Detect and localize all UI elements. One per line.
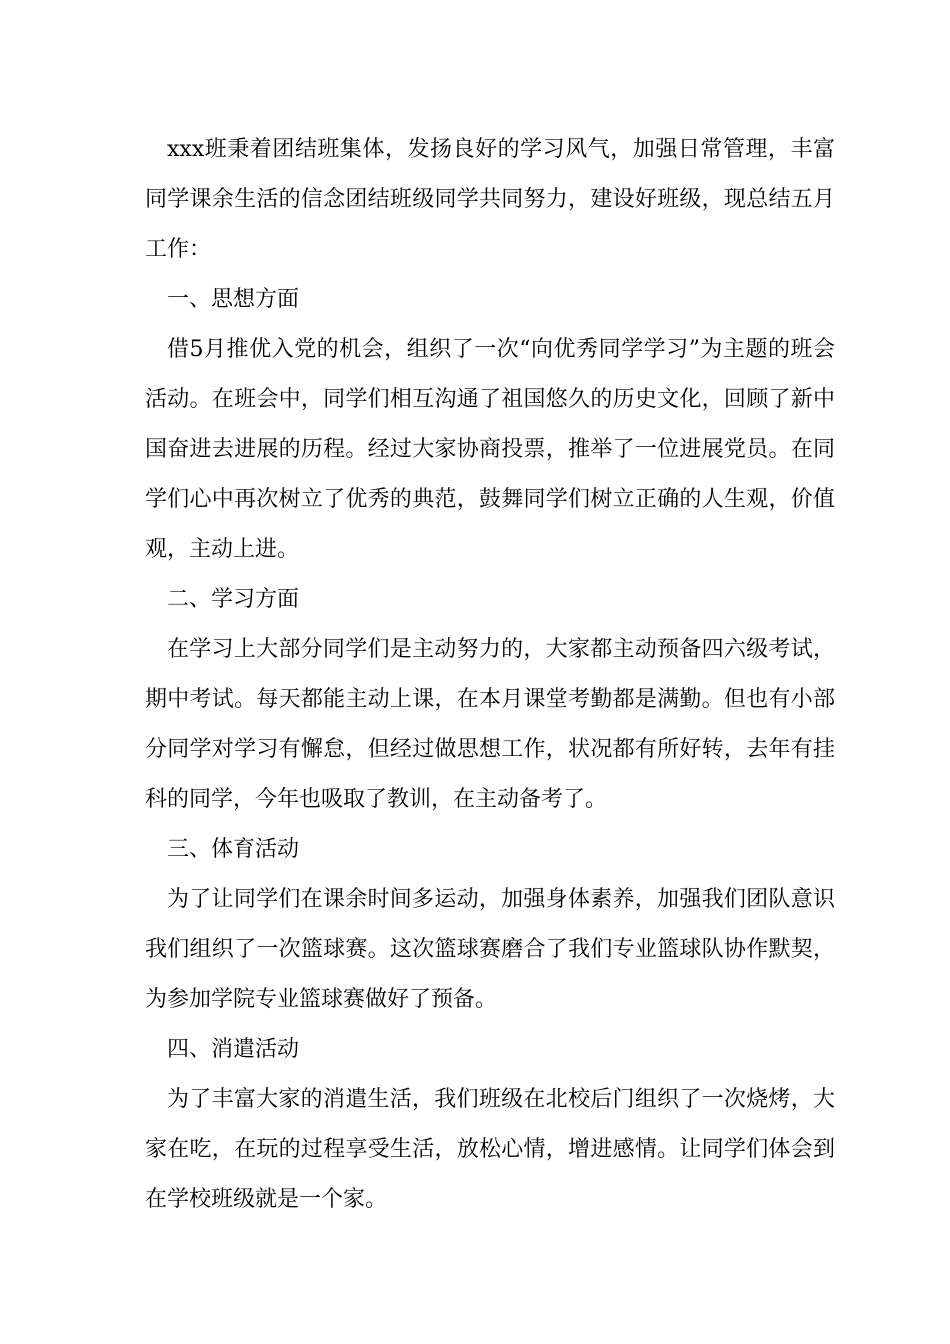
section-heading-thought: 一、思想方面 bbox=[167, 287, 300, 312]
section-body-sports: 为了让同学们在课余时间多运动，加强身体素养，加强我们团队意识我们组织了一次篮球赛。这次篮球赛磨合了我们专业篮球队协作默契，为参加学院专业篮球赛做好了预备。 bbox=[145, 887, 835, 1012]
section-heading-leisure: 四、消遣活动 bbox=[167, 1037, 300, 1062]
section-body-leisure: 为了丰富大家的消遣生活，我们班级在北校后门组织了一次烧烤，大家在吃，在玩的过程享受生活，放松心情，增进感情。让同学们体会到在学校班级就是一个家。 bbox=[145, 1087, 835, 1212]
section-heading-study: 二、学习方面 bbox=[167, 587, 300, 612]
intro-paragraph: xxx班秉着团结班集体，发扬良好的学习风气，加强日常管理，丰富同学课余生活的信念团结班级同学共同努力，建设好班级，现总结五月工作： bbox=[145, 137, 835, 262]
section-heading-sports: 三、体育活动 bbox=[167, 837, 300, 862]
document-body bbox=[145, 125, 835, 1225]
section-body-study: 在学习上大部分同学们是主动努力的，大家都主动预备四六级考试，期中考试。每天都能主动上课，在本月课堂考勤都是满勤。但也有小部分同学对学习有懈怠，但经过做思想工作，状况都有所好转，去年有挂科的同学，今年也吸取了教训，在主动备考了。 bbox=[145, 637, 835, 812]
section-body-thought: 借5月推优入党的机会，组织了一次“向优秀同学学习”为主题的班会活动。在班会中，同学们相互沟通了祖国悠久的历史文化，回顾了新中国奋进去进展的历程。经过大家协商投票，推举了一位进展党员。在同学们心中再次树立了优秀的典范，鼓舞同学们树立正确的人生观，价值观，主动上进。 bbox=[145, 337, 835, 562]
